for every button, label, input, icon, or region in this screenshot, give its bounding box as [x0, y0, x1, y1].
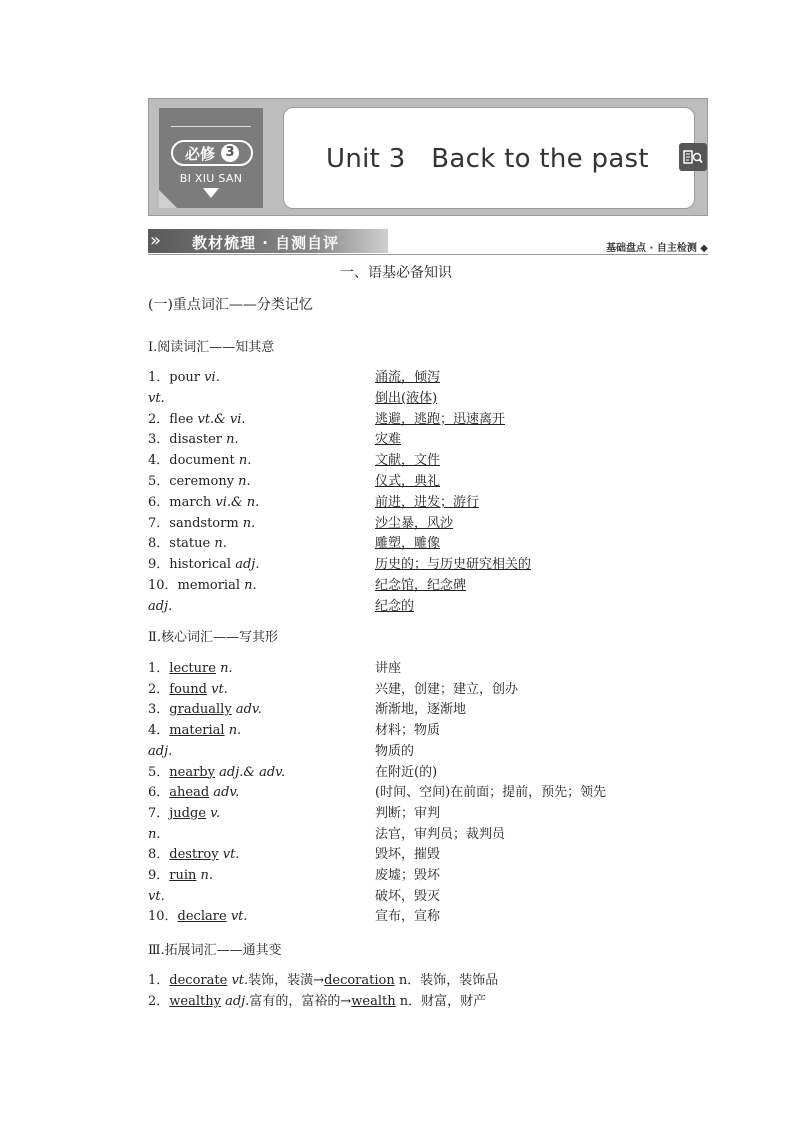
item-pos: n.: [238, 474, 251, 489]
item-number: 8．: [148, 536, 170, 552]
list-item: [148, 536, 227, 552]
item-meaning: 渐渐地，逐渐地: [375, 702, 467, 718]
section-subtitle: 基础盘点 · 自主检测 ◆: [606, 243, 708, 254]
item-word: declare: [177, 909, 227, 925]
item-derived-meaning: 财富，财产: [421, 994, 487, 1009]
item-word: disaster: [169, 432, 227, 448]
item-derived-meaning: 装饰，装饰品: [420, 973, 499, 988]
item-word: flee: [169, 411, 198, 427]
section-label: 教材梳理 · 自测自评: [192, 234, 340, 252]
item-answer: 文献，文件: [375, 453, 441, 469]
item-word: memorial: [177, 578, 245, 593]
list-item: [148, 785, 239, 801]
item-meaning: 毁坏，摧毁: [375, 847, 441, 863]
list-item: [148, 909, 248, 925]
item-number: 6．: [148, 494, 170, 510]
list-item: [148, 702, 262, 718]
badge-number: 3: [221, 144, 239, 162]
part2-title: Ⅱ.核心词汇——写其形: [148, 630, 278, 645]
item-answer: 历史的；与历史研究相关的: [375, 557, 532, 573]
item-word: judge: [169, 805, 207, 821]
item-number: 3．: [148, 702, 170, 718]
item-number: 10．: [148, 909, 178, 925]
item-pos: adj.& adv.: [219, 764, 286, 780]
list-item: [148, 765, 285, 781]
list-item: [148, 432, 239, 448]
item-answer: 沙尘暴，风沙: [375, 515, 454, 531]
corner-fold-icon: [159, 190, 177, 208]
item-number: 1．: [148, 973, 170, 988]
item-number: 9．: [148, 557, 170, 573]
unit-title: Unit 3 Back to the past: [326, 144, 649, 174]
item-number: 1．: [148, 661, 170, 676]
item-number: 5．: [148, 764, 170, 780]
item-pos: adj.: [235, 557, 260, 573]
item-pos: vt.: [222, 847, 240, 863]
item-number: 2．: [148, 994, 170, 1009]
list-item: [148, 723, 241, 739]
list-item: [148, 847, 239, 863]
item-number: 2．: [148, 411, 170, 427]
list-item: [148, 661, 233, 677]
item-number: 3．: [148, 432, 170, 448]
item-meaning: 破坏，毁灭: [375, 888, 441, 904]
item-word: lecture: [169, 661, 216, 676]
item-meaning: 法官，审判员；裁判员: [375, 826, 506, 842]
item-pos: vt.: [231, 973, 249, 988]
list-item: [148, 474, 251, 490]
item-number: 1．: [148, 370, 170, 385]
list-item: [148, 889, 165, 905]
double-chevron-right-icon: »: [150, 230, 162, 251]
item-pos: adj.: [148, 598, 173, 614]
item-word: gradually: [169, 702, 232, 718]
item-word: ruin: [169, 868, 197, 883]
item-pos: n.: [214, 536, 227, 552]
item-pos: adj.: [225, 994, 250, 1009]
badge-text: 必修: [184, 144, 215, 163]
item-word: document: [169, 453, 239, 469]
item-word: historical: [169, 557, 236, 573]
list-item: [148, 391, 165, 407]
item-pos: n.: [148, 826, 161, 842]
item-word: destroy: [169, 847, 219, 863]
item-pos: n.: [220, 661, 233, 676]
list-item: [148, 599, 172, 615]
required-course-badge: [159, 108, 263, 208]
item-number: 9．: [148, 868, 170, 883]
item-pos: vt.: [148, 888, 165, 904]
item-meaning: 富有的，富裕的: [249, 994, 341, 1009]
item-pos: adv.: [235, 702, 262, 718]
item-meaning: (时间、空间)在前面；提前，预先；领先: [375, 785, 607, 801]
list-item: [148, 578, 257, 594]
item-word: material: [169, 723, 225, 739]
item-meaning: 装饰，装潢: [248, 973, 314, 988]
item-derived-pos: n．: [399, 994, 422, 1009]
item-meaning: 兴建，创建；建立，创办: [375, 681, 519, 697]
item-answer: 倒出(液体): [375, 390, 438, 406]
item-number: 4．: [148, 453, 170, 469]
item-meaning: 讲座: [375, 661, 402, 676]
list-item: [148, 682, 228, 698]
item-pos: vt.& vi.: [197, 411, 246, 427]
item-word: wealthy: [169, 994, 221, 1009]
book-search-icon: [679, 143, 707, 171]
list-item: [148, 806, 220, 822]
item-number: 6．: [148, 785, 170, 801]
item-pos: n.: [200, 868, 214, 883]
unit-banner: [148, 98, 708, 216]
item-pos: vt.: [211, 681, 228, 697]
main-heading: 一、语基必备知识: [340, 265, 452, 281]
arrow-icon: →: [340, 994, 352, 1009]
item-meaning: 废墟；毁坏: [375, 868, 441, 883]
list-item: [148, 827, 161, 843]
item-pos: vt.: [230, 909, 248, 925]
item-pos: vi．: [204, 370, 229, 385]
sub-heading: (一)重点词汇——分类记忆: [148, 297, 313, 313]
badge-label: [171, 140, 253, 166]
item-pos: n.: [244, 578, 257, 593]
item-pos: adj.: [148, 743, 173, 759]
item-number: 10．: [148, 578, 178, 593]
list-item: [148, 744, 172, 760]
item-number: 2．: [148, 681, 170, 697]
part3-title: Ⅲ.拓展词汇——通其变: [148, 943, 282, 958]
item-answer: 灾难: [375, 432, 402, 448]
item-pos: n.: [226, 432, 239, 448]
item-pos: vi.& n.: [215, 494, 260, 510]
list-item: [148, 412, 246, 428]
item-word: ahead: [169, 785, 210, 801]
item-answer: 逃避，逃跑；迅速离开: [375, 411, 506, 427]
item-number: 7．: [148, 805, 170, 821]
badge-pinyin: BI XIU SAN: [179, 172, 243, 185]
arrow-icon: →: [313, 973, 325, 988]
item-meaning: 宣布，宣称: [375, 909, 441, 925]
item-pos: n.: [238, 453, 252, 469]
item-word: found: [169, 681, 207, 697]
list-item: [148, 516, 255, 532]
item-answer: 涌流，倾泻: [375, 370, 441, 385]
item-derived-word: wealth: [351, 994, 396, 1009]
item-answer: 纪念的: [375, 598, 415, 614]
item-number: 5．: [148, 474, 170, 489]
section-header-bar: [148, 229, 708, 255]
item-derived-word: decoration: [324, 973, 395, 988]
item-word: march: [169, 494, 216, 510]
item-meaning: 物质的: [375, 743, 415, 759]
list-item: [148, 370, 229, 386]
item-answer: 前进，进发；游行: [375, 494, 480, 510]
part1-title: Ⅰ.阅读词汇——知其意: [148, 340, 275, 355]
down-triangle-icon: [203, 188, 219, 198]
item-meaning: 材料；物质: [375, 723, 441, 739]
list-item: [148, 868, 213, 884]
item-word: nearby: [169, 764, 215, 780]
title-card: [283, 107, 695, 209]
item-word: pour: [169, 370, 205, 385]
item-pos: n.: [242, 515, 256, 531]
item-word: sandstorm: [169, 515, 243, 531]
item-word: ceremony: [169, 474, 239, 489]
item-answer: 纪念馆，纪念碑: [375, 578, 467, 593]
section-divider: [148, 254, 708, 255]
item-word: statue: [169, 536, 215, 552]
list-item: [148, 557, 259, 573]
item-meaning: 判断；审判: [375, 805, 441, 821]
badge-decoration-line: [171, 126, 251, 137]
item-number: 8．: [148, 847, 170, 863]
item-meaning: 在附近(的): [375, 764, 438, 780]
item-answer: 雕塑，雕像: [375, 536, 441, 552]
item-pos: vt.: [148, 390, 165, 406]
item-answer: 仪式，典礼: [375, 474, 441, 489]
item-pos: v.: [210, 805, 221, 821]
item-word: decorate: [169, 973, 228, 988]
item-pos: adv.: [213, 785, 240, 801]
list-item: [148, 994, 486, 1010]
list-item: [148, 973, 498, 989]
list-item: [148, 453, 251, 469]
item-number: 4．: [148, 723, 170, 739]
item-pos: n.: [228, 723, 242, 739]
list-item: [148, 495, 259, 511]
item-number: 7．: [148, 515, 170, 531]
item-derived-pos: n．: [398, 973, 421, 988]
